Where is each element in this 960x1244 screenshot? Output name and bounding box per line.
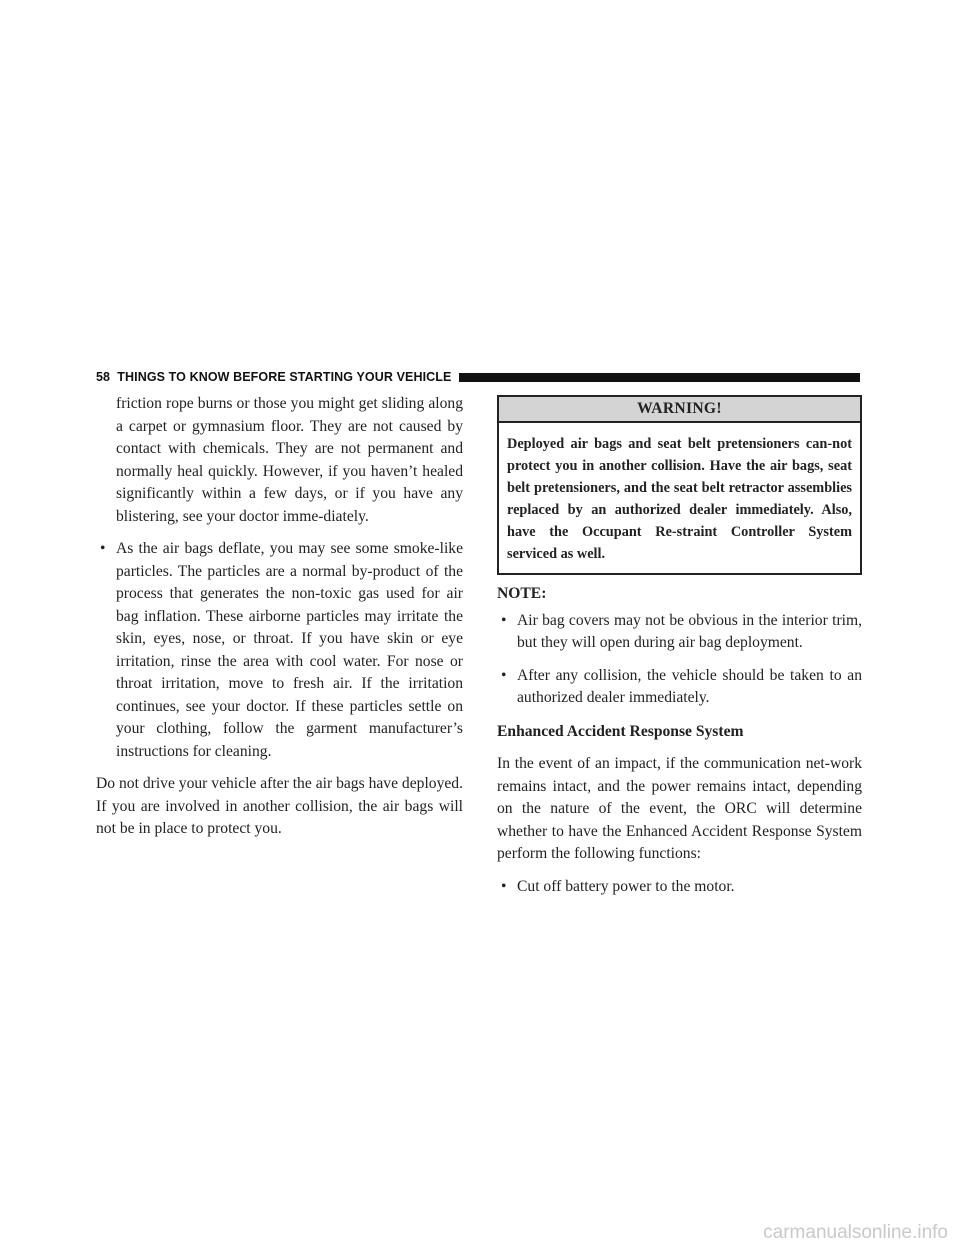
page-header <box>96 369 860 385</box>
section-title: THINGS TO KNOW BEFORE STARTING YOUR VEHICLE <box>117 370 452 384</box>
continued-paragraph: friction rope burns or those you might get sliding along a carpet or gymnasium floor. They are not caused by contact with chemicals. They are not permanent and normally heal quickly. However, if you haven’t healed significantly within a few days, or if you have any blistering, see your doctor imme-diately. <box>116 395 463 525</box>
right-column <box>497 395 862 898</box>
header-rule <box>459 373 860 382</box>
note-item-text: Air bag covers may not be obvious in the interior trim, but they will open during air bag deployment. <box>517 611 862 651</box>
note-item-text: After any collision, the vehicle should be taken to an authorized dealer immediately. <box>517 666 862 706</box>
warning-body: Deployed air bags and seat belt pretensioners can-not protect you in another collision. Have the air bags, seat belt pretensioners, and the seat belt retractor assemblies replaced by an authorized dealer immediately. Also, have the Occupant Re-straint Controller System serviced as well. <box>507 436 852 562</box>
do-not-drive-paragraph: Do not drive your vehicle after the air bags have deployed. If you are involved in another collision, the air bags will not be in place to protect you. <box>96 775 463 837</box>
section-item <box>497 876 862 899</box>
bullet-icon: • <box>501 666 507 684</box>
section-item-text: Cut off battery power to the motor. <box>517 877 735 895</box>
bullet-item-smoke <box>96 538 463 763</box>
note-item <box>497 665 862 710</box>
watermark: carmanualsonline.info <box>763 1222 948 1243</box>
note-item <box>497 610 862 655</box>
warning-box <box>497 395 862 575</box>
section-heading: Enhanced Accident Response System <box>497 722 744 740</box>
page-number: 58 <box>96 370 111 384</box>
bullet-icon: • <box>100 540 106 557</box>
bullet-text: As the air bags deflate, you may see some smoke-like particles. The particles are a normal by-product of the process that generates the non-toxic gas used for air bag inflation. These airborne particles may irritate the skin, eyes, nose, or throat. If you have skin or eye irritation, rinse the area with cool water. For nose or throat irritation, move to fresh air. If the irritation continues, see your doctor. If these particles settle on your clothing, follow the garment manufacturer’s instructions for cleaning. <box>116 540 463 760</box>
bullet-icon: • <box>501 877 507 895</box>
note-heading: NOTE: <box>497 585 547 602</box>
header-text <box>96 370 451 384</box>
warning-title: WARNING! <box>499 397 860 423</box>
left-column <box>96 393 463 841</box>
section-paragraph: In the event of an impact, if the communication net-work remains intact, and the power remains intact, depending on the nature of the event, the ORC will determine whether to have the Enhanced Accident Response System perform the following functions: <box>497 755 862 862</box>
bullet-icon: • <box>501 611 507 629</box>
